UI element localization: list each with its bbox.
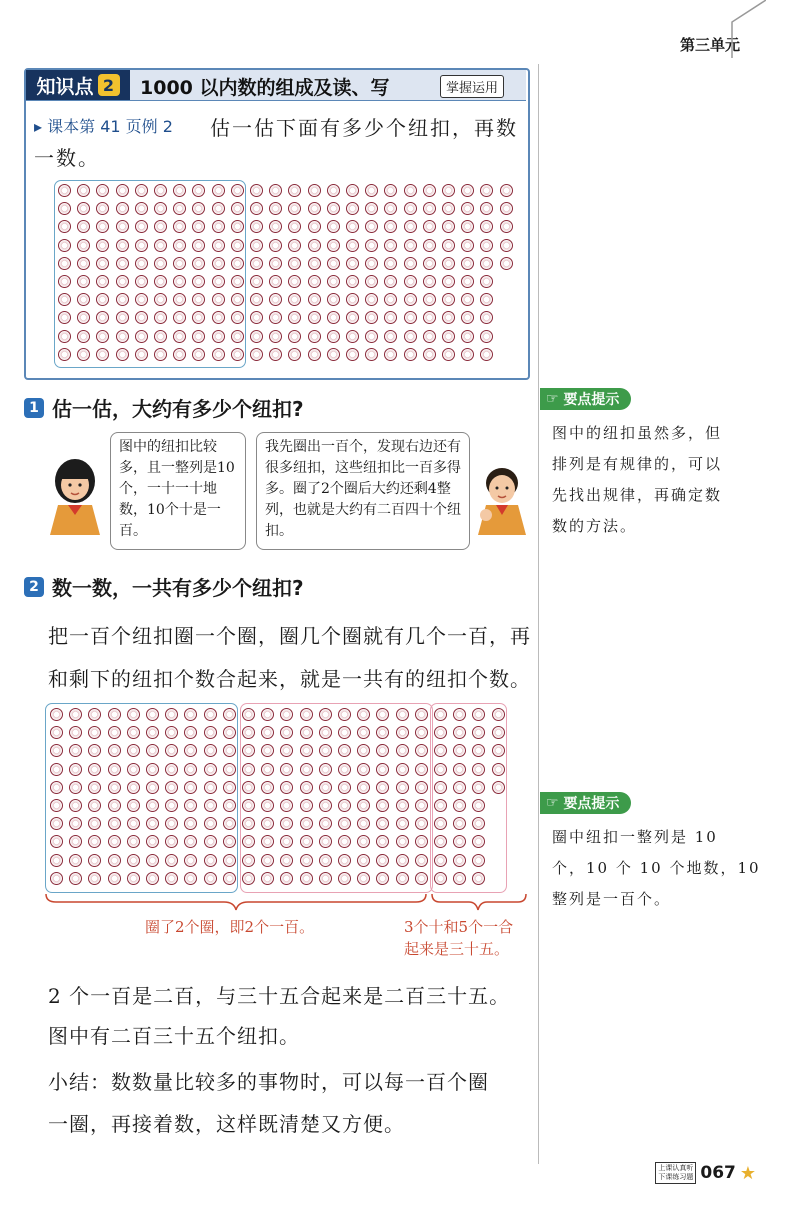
- button-dot: [327, 348, 340, 361]
- example-prompt-line2: 一数。: [34, 146, 100, 170]
- unit-title: 第三单元: [679, 36, 740, 54]
- tip-1-label-text: 要点提示: [563, 392, 620, 408]
- button-dot: [500, 257, 513, 270]
- button-dot: [423, 275, 436, 288]
- star-icon: ★: [739, 1162, 756, 1184]
- button-dot: [250, 184, 263, 197]
- remainder-circle: [430, 703, 507, 893]
- page-number: 067: [700, 1163, 736, 1183]
- section-2-number: 2: [24, 577, 44, 597]
- tip-2-label-text: 要点提示: [563, 796, 620, 812]
- button-dot: [423, 239, 436, 252]
- button-dot: [404, 239, 417, 252]
- button-dot: [288, 330, 301, 343]
- button-dot: [308, 239, 321, 252]
- result-line2: 图中有二百三十五个纽扣。: [48, 1024, 300, 1048]
- button-dot: [346, 275, 359, 288]
- example-prompt-line1: 估一估下面有多少个纽扣，再数: [210, 116, 518, 140]
- summary-line1: 小结：数数量比较多的事物时，可以每一百个圈: [48, 1070, 489, 1094]
- button-dot: [346, 239, 359, 252]
- button-dot: [308, 311, 321, 324]
- summary-line2: 一圈，再接着数，这样既清楚又方便。: [48, 1112, 405, 1136]
- button-dot: [327, 293, 340, 306]
- section-1-title: 估一估，大约有多少个纽扣?: [52, 397, 304, 421]
- button-dot: [404, 330, 417, 343]
- knowledge-point-label-text: 知识点: [36, 75, 94, 98]
- button-dot: [404, 348, 417, 361]
- button-dot: [404, 293, 417, 306]
- button-dot: [500, 184, 513, 197]
- button-dot: [308, 348, 321, 361]
- button-dot: [442, 257, 455, 270]
- button-dot: [250, 330, 263, 343]
- grouping-braces: [44, 892, 534, 914]
- tip-1-line: 数的方法。: [552, 517, 638, 535]
- button-dot: [404, 220, 417, 233]
- button-dot: [404, 275, 417, 288]
- tip-1-line: 先找出规律，再确定数: [552, 486, 723, 504]
- button-dot: [442, 275, 455, 288]
- knowledge-point-number: 2: [98, 74, 120, 96]
- section-2-heading: [24, 572, 304, 601]
- button-dot: [404, 311, 417, 324]
- button-dot: [269, 330, 282, 343]
- hundred-circle-1: [45, 703, 238, 893]
- button-dot: [269, 348, 282, 361]
- button-dot: [308, 202, 321, 215]
- note-thirty-five-line2: 起来是三十五。: [404, 940, 510, 958]
- tip-1-text: [552, 418, 722, 542]
- button-dot: [500, 239, 513, 252]
- method-paragraph-line2: 和剩下的纽扣个数合起来，就是一共有的纽扣个数。: [48, 667, 531, 691]
- page-footer: [655, 1162, 756, 1184]
- button-dot: [404, 184, 417, 197]
- page-corner-decoration: [726, 0, 766, 58]
- girl-speech-bubble: 图中的纽扣比较多，且一整列是10个，一十一十地数，10个十是一百。: [110, 432, 246, 550]
- button-dot: [308, 220, 321, 233]
- column-divider: [538, 64, 539, 1164]
- button-dot: [346, 184, 359, 197]
- button-dot: [269, 239, 282, 252]
- hand-pointer-icon: ☞: [546, 391, 564, 407]
- button-dot: [250, 257, 263, 270]
- tip-2-line: 个，10 个 10 个地数，10: [552, 859, 761, 877]
- button-dot: [384, 239, 397, 252]
- button-dot: [423, 257, 436, 270]
- tip-1-line: 排列是有规律的，可以: [552, 455, 723, 473]
- button-dot: [365, 348, 378, 361]
- button-dot: [269, 257, 282, 270]
- section-1-number: 1: [24, 398, 44, 418]
- button-dot: [365, 330, 378, 343]
- boy-illustration: [472, 463, 534, 535]
- button-dot: [365, 239, 378, 252]
- button-dot: [442, 239, 455, 252]
- girl-illustration: [40, 455, 110, 535]
- button-dot: [384, 330, 397, 343]
- button-dot: [288, 239, 301, 252]
- hand-pointer-icon: ☞: [546, 795, 564, 811]
- button-dot: [461, 330, 474, 343]
- tip-2-label: [540, 792, 631, 814]
- button-dot: [442, 184, 455, 197]
- section-2-title: 数一数，一共有多少个纽扣?: [52, 576, 304, 600]
- button-dot: [500, 220, 513, 233]
- button-dot: [250, 275, 263, 288]
- button-dot: [461, 239, 474, 252]
- section-1-heading: [24, 393, 304, 422]
- button-dot: [327, 184, 340, 197]
- button-dot: [346, 348, 359, 361]
- footer-slogan-line2: 下课练习题: [658, 1173, 694, 1181]
- footer-slogan-line1: 上课认真听: [658, 1164, 694, 1172]
- button-dot: [404, 257, 417, 270]
- button-dot: [308, 293, 321, 306]
- tip-2-line: 整列是一百个。: [552, 890, 672, 908]
- button-dot: [308, 184, 321, 197]
- button-dot: [327, 202, 340, 215]
- button-dot: [423, 348, 436, 361]
- tip-2-line: 圈中纽扣一整列是 10: [552, 828, 718, 846]
- button-dot: [423, 293, 436, 306]
- boy-speech-bubble: 我先圈出一百个，发现右边还有很多纽扣，这些纽扣比一百多得多。圈了2个圈后大约还剩4整列，也就是大约有二百四十个纽扣。: [256, 432, 470, 550]
- mastery-badge: 掌握运用: [440, 75, 504, 98]
- button-dot: [404, 202, 417, 215]
- button-dot: [365, 257, 378, 270]
- button-dot: [308, 275, 321, 288]
- hundred-circle-2: [240, 703, 433, 893]
- button-dot: [308, 330, 321, 343]
- button-dot: [308, 257, 321, 270]
- textbook-reference: ▸ 课本第 41 页例 2: [34, 114, 173, 137]
- button-dot: [423, 330, 436, 343]
- tip-1-label: [540, 388, 631, 410]
- method-paragraph-line1: 把一百个纽扣圈一个圈，圈几个圈就有几个一百，再: [48, 624, 531, 648]
- button-dot: [250, 239, 263, 252]
- footer-slogan: [655, 1162, 696, 1184]
- note-thirty-five-line1: 3个十和5个一合: [404, 918, 514, 936]
- button-dot: [346, 330, 359, 343]
- button-dot: [327, 257, 340, 270]
- button-dot: [327, 275, 340, 288]
- tip-2-text: [552, 822, 761, 915]
- button-dot: [480, 239, 493, 252]
- result-line1: 2 个一百是二百，与三十五合起来是二百三十五。: [48, 984, 511, 1008]
- tip-1-line: 图中的纽扣虽然多，但: [552, 424, 723, 442]
- button-dot: [500, 202, 513, 215]
- knowledge-point-title: 1000 以内数的组成及读、写: [140, 77, 390, 99]
- button-dot: [346, 257, 359, 270]
- button-dot: [327, 239, 340, 252]
- button-dot: [327, 330, 340, 343]
- button-dot: [442, 348, 455, 361]
- button-dot: [423, 184, 436, 197]
- button-dot: [423, 202, 436, 215]
- hundred-circle: [54, 180, 246, 368]
- button-dot: [461, 257, 474, 270]
- knowledge-point-label: [26, 70, 130, 100]
- button-dot: [250, 348, 263, 361]
- button-dot: [480, 330, 493, 343]
- button-dot: [461, 348, 474, 361]
- button-dot: [442, 330, 455, 343]
- note-two-hundreds: 圈了2个圈，即2个一百。: [145, 918, 315, 936]
